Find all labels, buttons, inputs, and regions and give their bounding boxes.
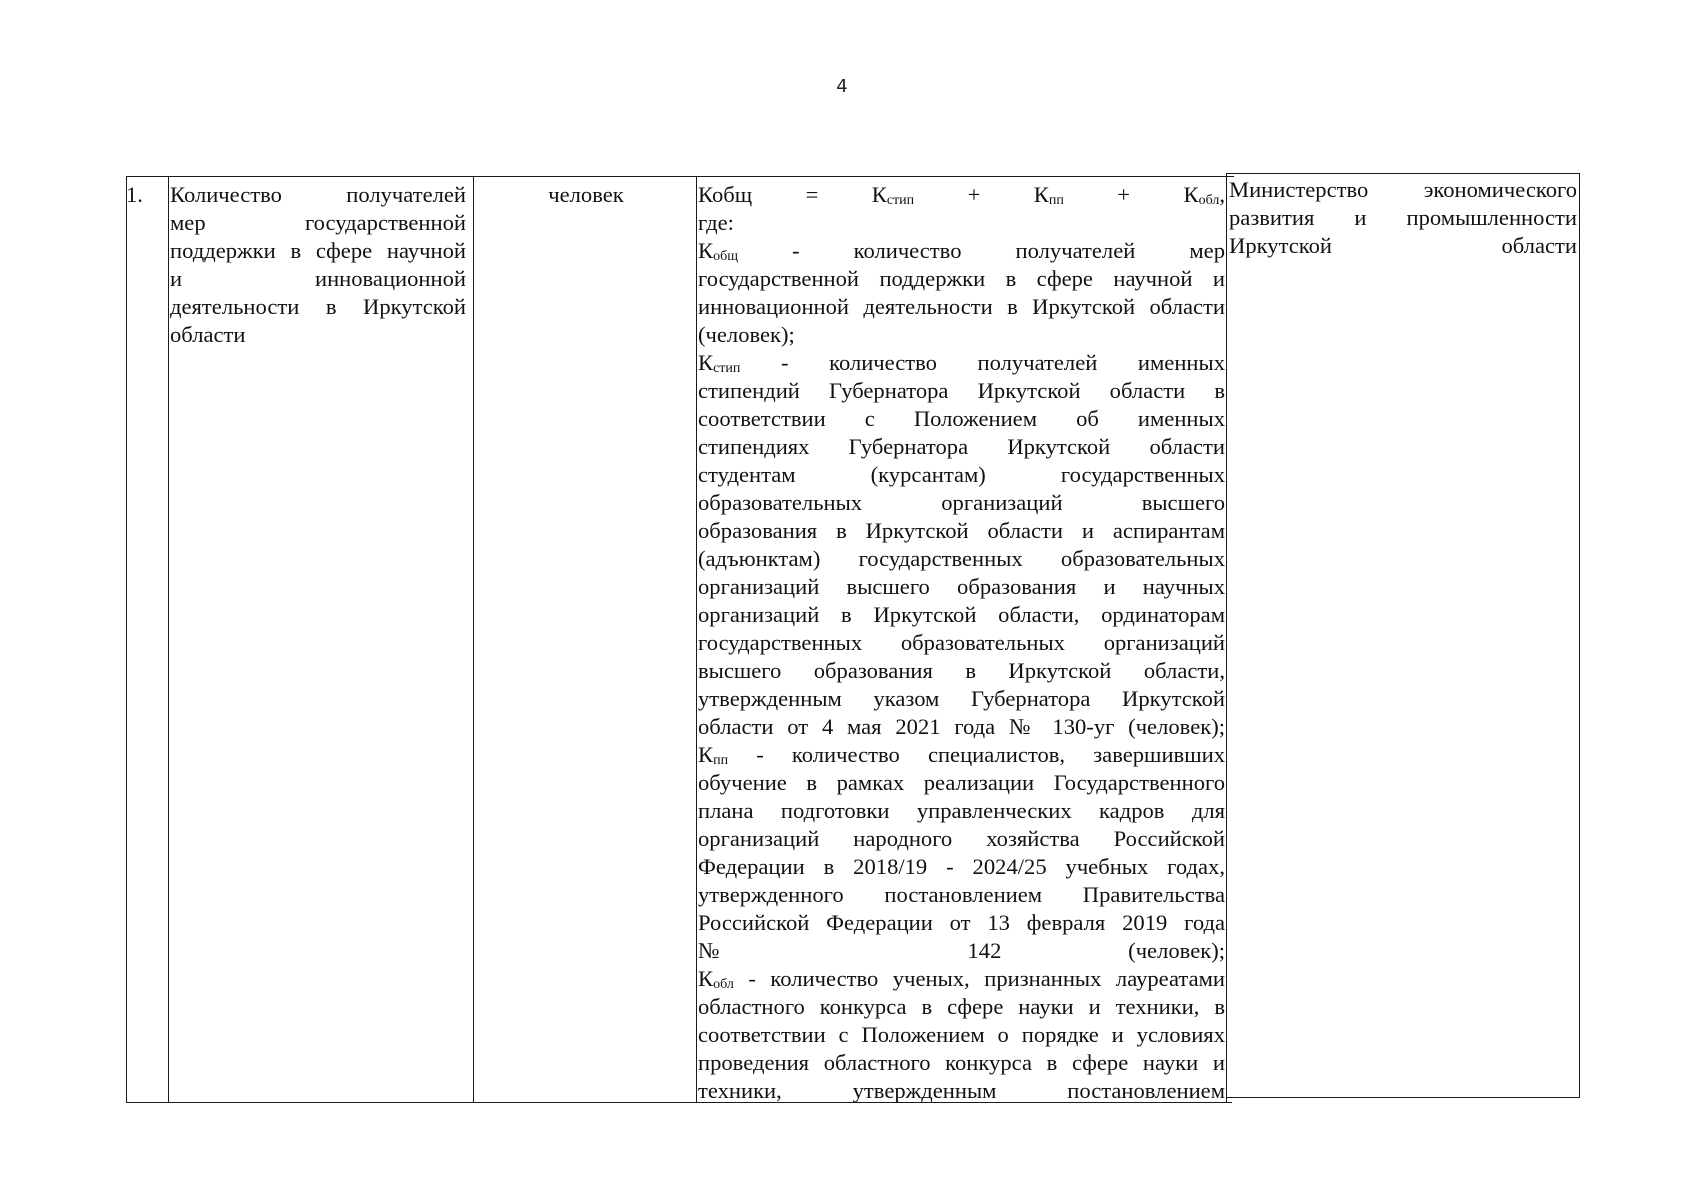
row-number: 1.: [126, 182, 143, 207]
definition-line: инновационной деятельности в Иркутской области: [698, 294, 1225, 319]
table-left-border: [126, 176, 127, 1103]
table-top-border-right: [1226, 173, 1580, 174]
definition-k-pp: $К_{пп}$ - количество специалистов, завершивших: [698, 742, 1225, 768]
definition-line: № 142 (человек);: [698, 938, 1225, 963]
definition-line: техники, утвержденным постановлением: [698, 1078, 1225, 1103]
definition-line: областного конкурса в сфере науки и техники, в: [698, 994, 1225, 1019]
definition-line: плана подготовки управленческих кадров для: [698, 798, 1225, 823]
column-divider-4: [1226, 173, 1227, 1103]
definition-line: стипендий Губернатора Иркутской области в: [698, 378, 1225, 403]
definition-line: образования в Иркутской области и аспирантам: [698, 518, 1225, 543]
formula-where: где:: [698, 210, 734, 235]
definition-k-total: $К_{общ}$ - количество получателей мер: [698, 238, 1225, 264]
column-divider-3: [696, 176, 697, 1103]
definition-line: государственных образовательных организаций: [698, 630, 1225, 655]
definition-line: государственной поддержки в сфере научной и: [698, 266, 1225, 291]
page-number: 4: [836, 76, 848, 97]
definition-line: проведения областного конкурса в сфере науки и: [698, 1050, 1225, 1075]
definition-line: организаций в Иркутской области, ординаторам: [698, 602, 1225, 627]
unit-of-measure: человек: [548, 182, 624, 207]
indicator-name-line: Количество получателей: [170, 182, 466, 207]
definition-line: утвержденного постановлением Правительства: [698, 882, 1225, 907]
definition-k-stip: $К_{стип}$ - количество получателей именных: [698, 350, 1225, 376]
indicator-name-line: области: [170, 322, 246, 347]
indicator-name-line: деятельности в Иркутской: [170, 294, 466, 319]
responsible-line: Иркутской области: [1229, 233, 1577, 258]
definition-line: соответствии с Положением об именных: [698, 406, 1225, 431]
definition-line: утвержденным указом Губернатора Иркутской: [698, 686, 1225, 711]
calculation-method: [698, 181, 1225, 1105]
responsible-line: Министерство экономического: [1229, 177, 1577, 202]
definition-line: студентам (курсантам) государственных: [698, 462, 1225, 487]
definition-line: организаций народного хозяйства Российской: [698, 826, 1225, 851]
responsible-line: развития и промышленности: [1229, 205, 1577, 230]
definition-line: (адъюнктам) государственных образовательных: [698, 546, 1225, 571]
responsible-body: [1229, 176, 1577, 260]
definition-line: (человек);: [698, 322, 795, 347]
definition-line: организаций высшего образования и научных: [698, 574, 1225, 599]
table-right-border: [1579, 173, 1580, 1098]
formula-equation: Кобщ = $К_{стип} + К_{пп} + К_{обл}$,: [698, 182, 1225, 208]
indicator-name-line: мер государственной: [170, 210, 466, 235]
table-top-border: [126, 176, 1234, 177]
table-bottom-border-right: [1226, 1097, 1580, 1098]
definition-line: стипендиях Губернатора Иркутской области: [698, 434, 1225, 459]
definition-line: области от 4 мая 2021 года № 130-уг (человек);: [698, 714, 1225, 739]
definition-line: образовательных организаций высшего: [698, 490, 1225, 515]
definition-line: Российской Федерации от 13 февраля 2019 года: [698, 910, 1225, 935]
definition-line: Федерации в 2018/19 - 2024/25 учебных годах,: [698, 854, 1225, 879]
definition-line: обучение в рамках реализации Государственного: [698, 770, 1225, 795]
indicator-name: [170, 181, 466, 349]
definition-k-obl: $К_{обл}$ - количество ученых, признанных лауреатами: [698, 966, 1225, 992]
column-divider-2: [473, 176, 474, 1103]
definition-line: соответствии с Положением о порядке и условиях: [698, 1022, 1225, 1047]
indicator-name-line: и инновационной: [170, 266, 466, 291]
definition-line: высшего образования в Иркутской области,: [698, 658, 1225, 683]
indicator-name-line: поддержки в сфере научной: [170, 238, 466, 263]
column-divider-1: [168, 176, 169, 1103]
